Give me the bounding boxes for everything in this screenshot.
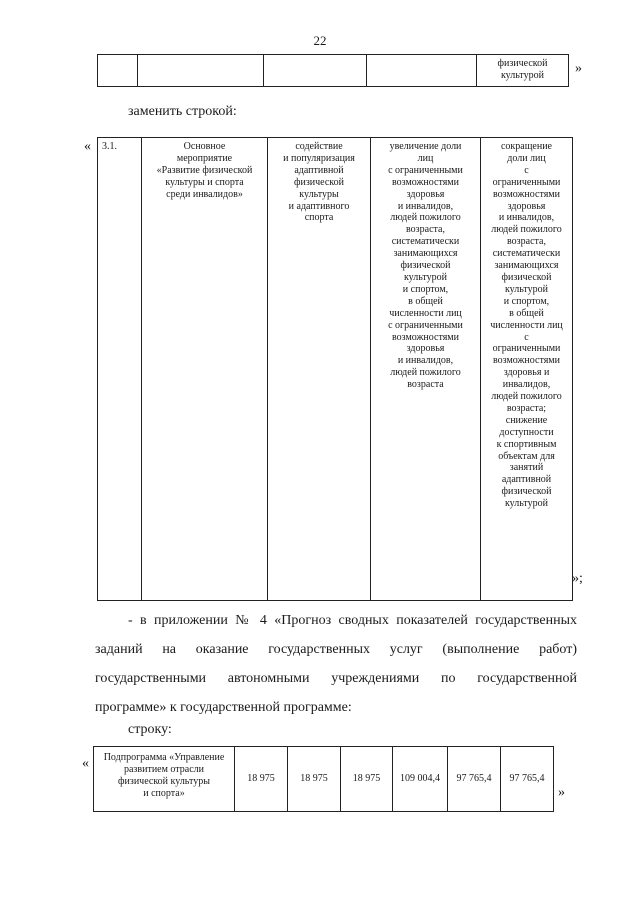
cell-line: с ограниченными <box>388 319 463 331</box>
cell-line: и инвалидов, <box>397 200 454 212</box>
cell-line: доли лиц <box>507 152 546 164</box>
cell-line: культурой <box>504 498 549 510</box>
cell-line: лиц <box>417 152 434 164</box>
table-cell-last <box>477 55 569 87</box>
table-cell <box>367 55 477 87</box>
cell-line: адаптивной <box>294 164 344 176</box>
cell-line: и спортом, <box>503 295 550 307</box>
cell-line: возраста, <box>406 224 445 236</box>
subprogram-name-cell <box>94 747 235 812</box>
value-cell: 18 975 <box>235 747 288 812</box>
cell-line: и адаптивного <box>288 200 350 212</box>
cell-line: возможностями <box>492 188 560 200</box>
cell-line: физической <box>294 176 344 188</box>
cell-line: физической <box>497 58 548 69</box>
replace-label: заменить строкой: <box>128 104 237 119</box>
table-cell <box>98 55 138 87</box>
cell-line: мероприятие <box>176 152 233 164</box>
closing-quote-semicolon: »; <box>572 571 583 586</box>
cell-line: возможностями <box>391 331 459 343</box>
cell-line: к спортивным <box>496 438 557 450</box>
cell-line: систематически <box>391 236 460 248</box>
cell-line: физической <box>400 260 451 272</box>
table-cell <box>264 55 367 87</box>
cell-line: культурой <box>504 283 549 295</box>
cell-line: Подпрограмма «Управление <box>103 752 225 763</box>
cell-line: ограниченными <box>492 343 561 355</box>
cell-line: доступности <box>499 426 554 438</box>
cell-line: инвалидов, <box>502 379 551 391</box>
cell-line: с <box>524 331 529 343</box>
value-cell: 109 004,4 <box>393 747 448 812</box>
table-row <box>94 747 554 812</box>
cell-line: физической культуры <box>118 775 210 787</box>
cell-line: физической <box>501 271 552 283</box>
cell-line: здоровья и <box>503 367 550 379</box>
cell-line: с <box>524 164 529 176</box>
table-main <box>97 137 573 601</box>
value-cell: 97 765,4 <box>448 747 501 812</box>
value-cell: 18 975 <box>288 747 341 812</box>
value-cell: 18 975 <box>341 747 393 812</box>
cell-line: «Развитие физической <box>156 164 253 176</box>
closing-quote: » <box>575 61 582 76</box>
row-label: строку: <box>128 722 172 737</box>
appendix-paragraph <box>95 606 577 722</box>
cell-line: и спортом, <box>402 283 449 295</box>
row-number: 3.1. <box>98 138 142 601</box>
cell-line: занимающихся <box>393 248 458 260</box>
cell-line: возраста; <box>506 402 547 414</box>
closing-quote: » <box>558 785 565 800</box>
cell-line: возраста, <box>507 236 546 248</box>
cell-line: среди инвалидов» <box>166 188 243 200</box>
cell-line: культурой <box>500 69 545 81</box>
goal-cell <box>268 138 371 601</box>
cell-line: занятий <box>509 462 544 474</box>
cell-line: возможностями <box>391 176 459 188</box>
cell-line: численности лиц <box>490 319 563 331</box>
table-cell <box>138 55 264 87</box>
cell-line: развитием отрасли <box>123 763 205 775</box>
table-top-fragment <box>97 54 569 87</box>
cell-line: людей пожилого <box>390 212 461 224</box>
cell-line: возраста <box>407 379 444 391</box>
cell-line: занимающихся <box>494 260 559 272</box>
opening-quote: « <box>84 139 91 154</box>
consequence-cell <box>481 138 573 601</box>
table-bottom <box>93 746 554 812</box>
cell-line: и популяризация <box>283 152 355 164</box>
cell-line: содействие <box>295 141 343 152</box>
table-row <box>98 55 569 87</box>
cell-line: культуры <box>299 188 339 200</box>
opening-quote: « <box>82 756 89 771</box>
cell-line: здоровья <box>406 343 445 355</box>
cell-line: здоровья <box>406 188 445 200</box>
cell-line: Основное <box>183 141 226 152</box>
event-name-cell <box>142 138 268 601</box>
cell-line: с ограниченными <box>388 164 463 176</box>
result-cell <box>371 138 481 601</box>
paragraph-line: - в приложении № 4 «Прогноз сводных показателей государственных <box>128 613 577 628</box>
cell-line: физической <box>501 486 552 498</box>
cell-line: возможностями <box>492 355 560 367</box>
cell-line: культурой <box>403 271 448 283</box>
paragraph-line: программе» к государственной программе: <box>95 700 352 715</box>
value-cell: 97 765,4 <box>501 747 554 812</box>
cell-line: и спорта» <box>143 787 185 799</box>
cell-line: объектам для <box>498 450 555 462</box>
cell-line: людей пожилого <box>390 367 461 379</box>
page-number: 22 <box>313 33 327 48</box>
cell-line: людей пожилого <box>491 391 562 403</box>
cell-line: увеличение доли <box>389 141 462 152</box>
cell-line: численности лиц <box>389 307 462 319</box>
cell-line: ограниченными <box>492 176 561 188</box>
cell-line: сокращение <box>500 141 552 152</box>
cell-line: систематически <box>492 248 561 260</box>
table-row <box>98 138 573 601</box>
cell-line: и инвалидов, <box>498 212 555 224</box>
cell-line: и инвалидов, <box>397 355 454 367</box>
cell-line: адаптивной <box>501 474 552 486</box>
cell-line: снижение <box>505 414 548 426</box>
cell-line: людей пожилого <box>491 224 562 236</box>
paragraph-line: заданий на оказание государственных услуг (выполнение работ) <box>95 642 577 657</box>
paragraph-line: государственными автономными учреждениями по государственной <box>95 671 577 686</box>
cell-line: здоровья <box>507 200 546 212</box>
cell-line: культуры и спорта <box>165 176 244 188</box>
cell-line: в общей <box>408 295 443 307</box>
cell-line: спорта <box>304 212 334 224</box>
cell-line: в общей <box>509 307 544 319</box>
